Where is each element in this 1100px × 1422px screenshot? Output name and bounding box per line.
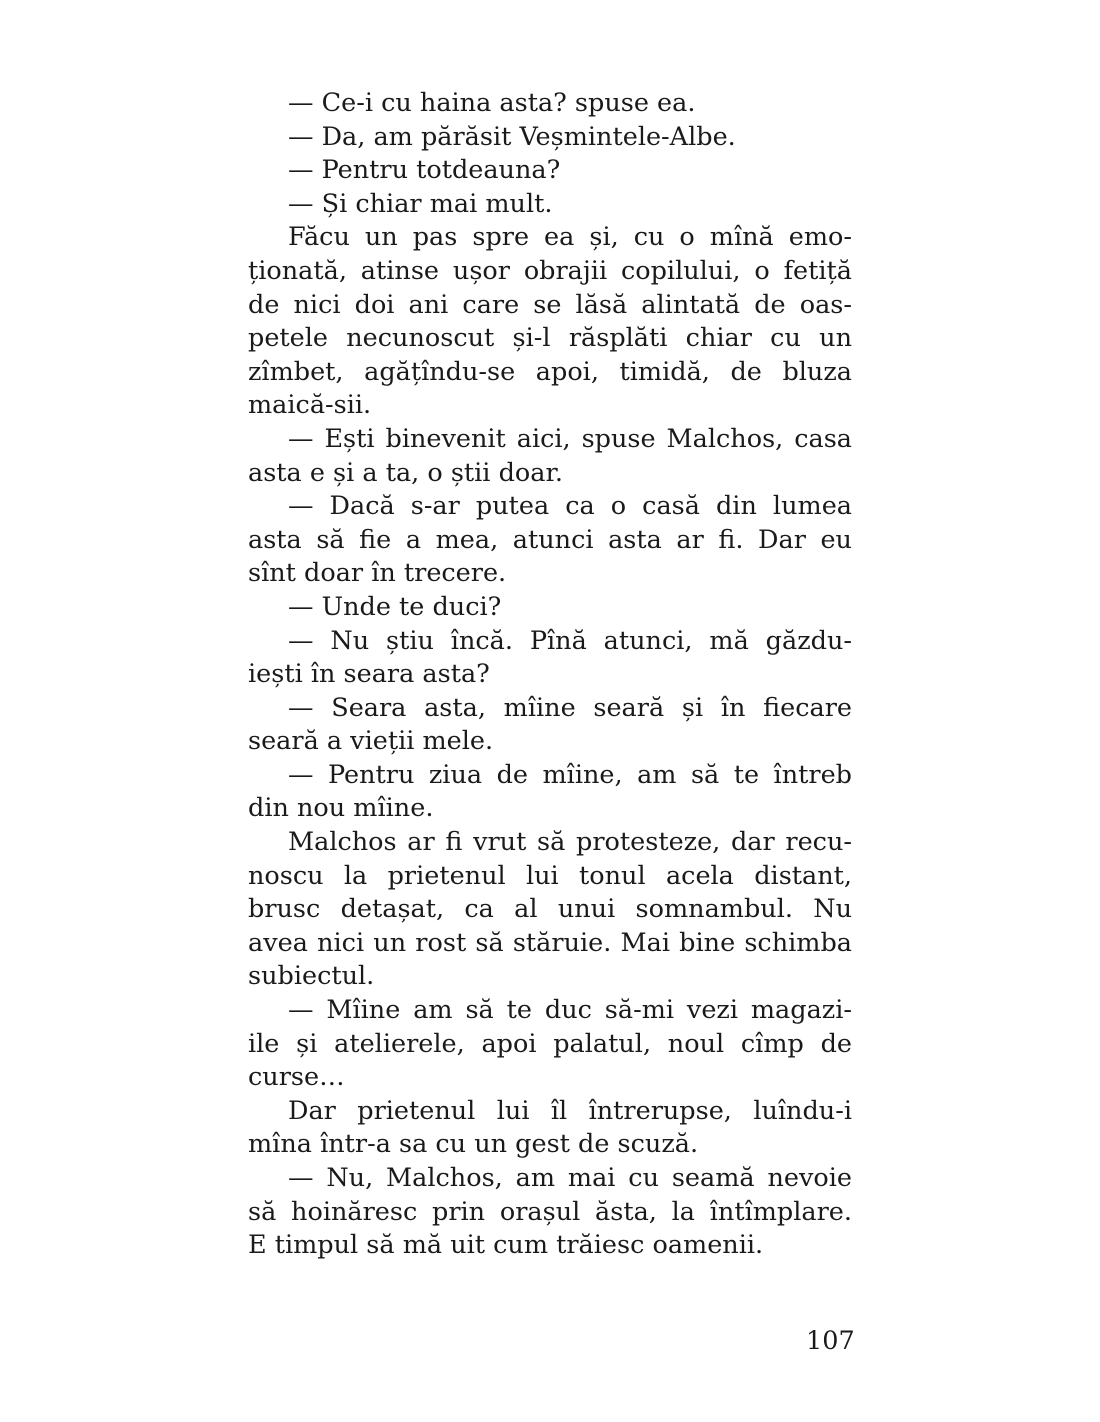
text-line: ționată, atinse ușor obrajii copilului, o fetiță [248, 255, 852, 286]
text-line: zîmbet, agățîndu-se apoi, timidă, de bluza [248, 356, 852, 387]
text-line: sînt doar în trecere. [248, 558, 507, 589]
text-line: mîna într-a sa cu un gest de scuză. [248, 1129, 699, 1160]
text-line: maică-sii. [248, 390, 372, 421]
text-line: — Și chiar mai mult. [288, 188, 553, 219]
text-line: — Mîine am să te duc să-mi vezi magazi- [288, 995, 852, 1026]
text-line: — Pentru totdeauna? [288, 155, 561, 186]
body-text [248, 87, 852, 1263]
text-line: — Ești binevenit aici, spuse Malchos, casa [288, 423, 852, 454]
text-line: Malchos ar fi vrut să protesteze, dar recu- [288, 827, 852, 858]
text-line: din nou mîine. [248, 793, 434, 824]
text-line: asta să fie a mea, atunci asta ar fi. Dar eu [248, 524, 852, 555]
text-line: E timpul să mă uit cum trăiesc oamenii. [248, 1230, 764, 1261]
text-line: ile și atelierele, apoi palatul, noul cîmp de [248, 1028, 852, 1059]
text-line: seară a vieții mele. [248, 726, 494, 757]
text-line: — Seara asta, mîine seară și în fiecare [288, 692, 852, 723]
text-line: Făcu un pas spre ea și, cu o mînă emo- [288, 222, 852, 253]
text-line: — Da, am părăsit Veșmintele-Albe. [288, 121, 736, 152]
text-line: — Dacă s-ar putea ca o casă din lumea [288, 491, 852, 522]
text-line: iești în seara asta? [248, 659, 490, 690]
text-line: de nici doi ani care se lăsă alintată de oas- [248, 289, 852, 320]
text-line: asta e și a ta, o știi doar. [248, 457, 563, 488]
text-line: curse… [248, 1062, 345, 1093]
text-line: noscu la prietenul lui tonul acela distant, [248, 860, 852, 891]
text-line: — Pentru ziua de mîine, am să te întreb [288, 759, 852, 790]
text-line: petele necunoscut și-l răsplăti chiar cu un [248, 323, 852, 354]
text-line: brusc detașat, ca al unui somnambul. Nu [248, 894, 852, 925]
page-number: 107 [806, 1326, 855, 1356]
text-line: — Nu, Malchos, am mai cu seamă nevoie [288, 1163, 852, 1193]
text-line: să hoinăresc prin orașul ăsta, la întîmplare. [248, 1196, 852, 1227]
text-line: — Ce-i cu haina asta? spuse ea. [288, 88, 696, 118]
text-line: — Unde te duci? [288, 591, 502, 622]
text-line: Dar prietenul lui îl întrerupse, luîndu-i [288, 1095, 852, 1126]
text-line: avea nici un rost să stăruie. Mai bine schimba [248, 927, 852, 958]
text-line: subiectul. [248, 961, 375, 992]
text-line: — Nu știu încă. Pînă atunci, mă găzdu- [288, 625, 852, 656]
